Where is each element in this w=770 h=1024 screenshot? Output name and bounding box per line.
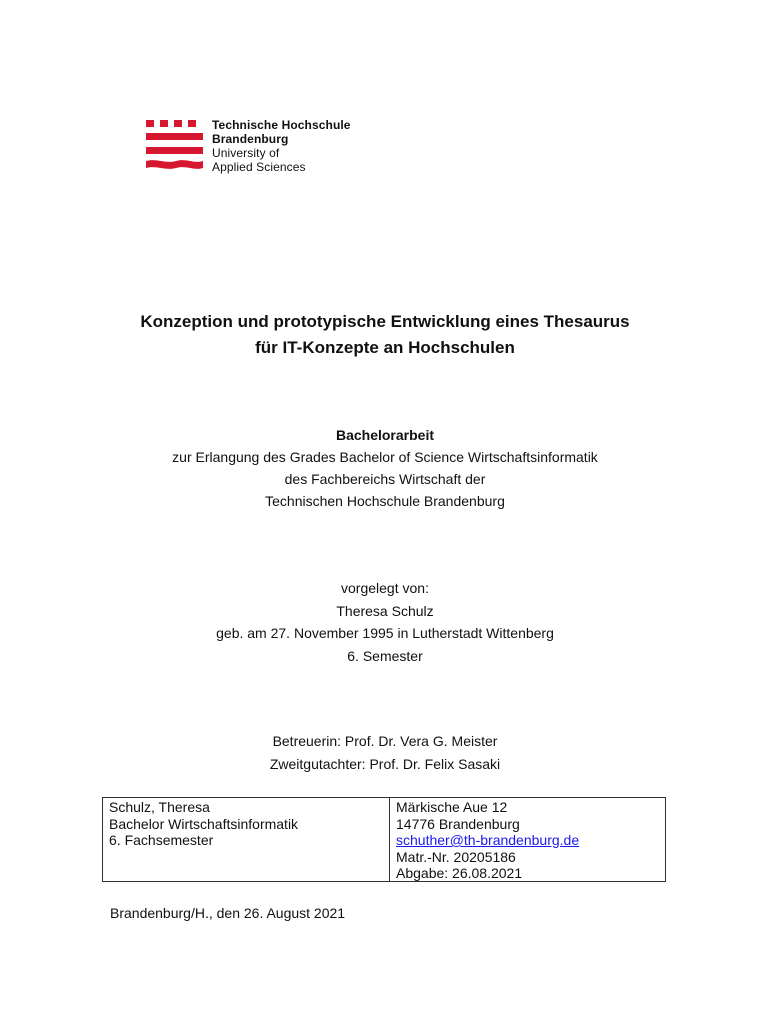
student-info-table [102, 797, 666, 882]
submission-date: Abgabe: 26.08.2021 [396, 865, 523, 881]
university-logo-mark-icon [146, 118, 204, 174]
logo-line-3: University of [212, 146, 280, 160]
thesis-title [0, 309, 770, 361]
matriculation-number: Matr.-Nr. 20205186 [396, 848, 516, 865]
student-name: Schulz, Theresa [109, 799, 210, 815]
student-info-left-cell [103, 798, 390, 881]
author-info [0, 577, 770, 667]
thesis-department: des Fachbereichs Wirtschaft der [284, 471, 486, 487]
second-supervisor: Zweitgutachter: Prof. Dr. Felix Sasaki [269, 756, 501, 772]
student-program: Bachelor Wirtschaftsinformatik [109, 815, 299, 832]
thesis-title-line-1: Konzeption und prototypische Entwicklung eines Thesaurus [140, 312, 630, 331]
university-logo-text [212, 118, 351, 174]
logo-line-4: Applied Sciences [212, 160, 306, 174]
author-name: Theresa Schulz [336, 602, 434, 619]
supervisors [0, 730, 770, 776]
thesis-degree: zur Erlangung des Grades Bachelor of Science Wirtschaftsinformatik [172, 449, 598, 465]
email-link[interactable]: schuther@th-brandenburg.de [396, 832, 580, 848]
thesis-university: Technischen Hochschule Brandenburg [265, 493, 505, 509]
logo-line-2: Brandenburg [212, 132, 289, 146]
submitted-by-label: vorgelegt von: [341, 580, 429, 596]
student-semester: 6. Fachsemester [109, 832, 214, 848]
logo-line-1: Technische Hochschule [212, 118, 351, 132]
address-city: 14776 Brandenburg [396, 815, 520, 832]
thesis-description [0, 424, 770, 512]
place-and-date: Brandenburg/H., den 26. August 2021 [110, 905, 346, 921]
thesis-type: Bachelorarbeit [335, 427, 435, 443]
author-birth: geb. am 27. November 1995 in Lutherstadt Wittenberg [216, 625, 554, 641]
thesis-title-line-2: für IT-Konzepte an Hochschulen [255, 338, 515, 357]
address-street: Märkische Aue 12 [396, 799, 508, 815]
first-supervisor: Betreuerin: Prof. Dr. Vera G. Meister [272, 733, 498, 749]
student-info-right-cell [390, 798, 665, 881]
author-semester: 6. Semester [347, 647, 423, 664]
